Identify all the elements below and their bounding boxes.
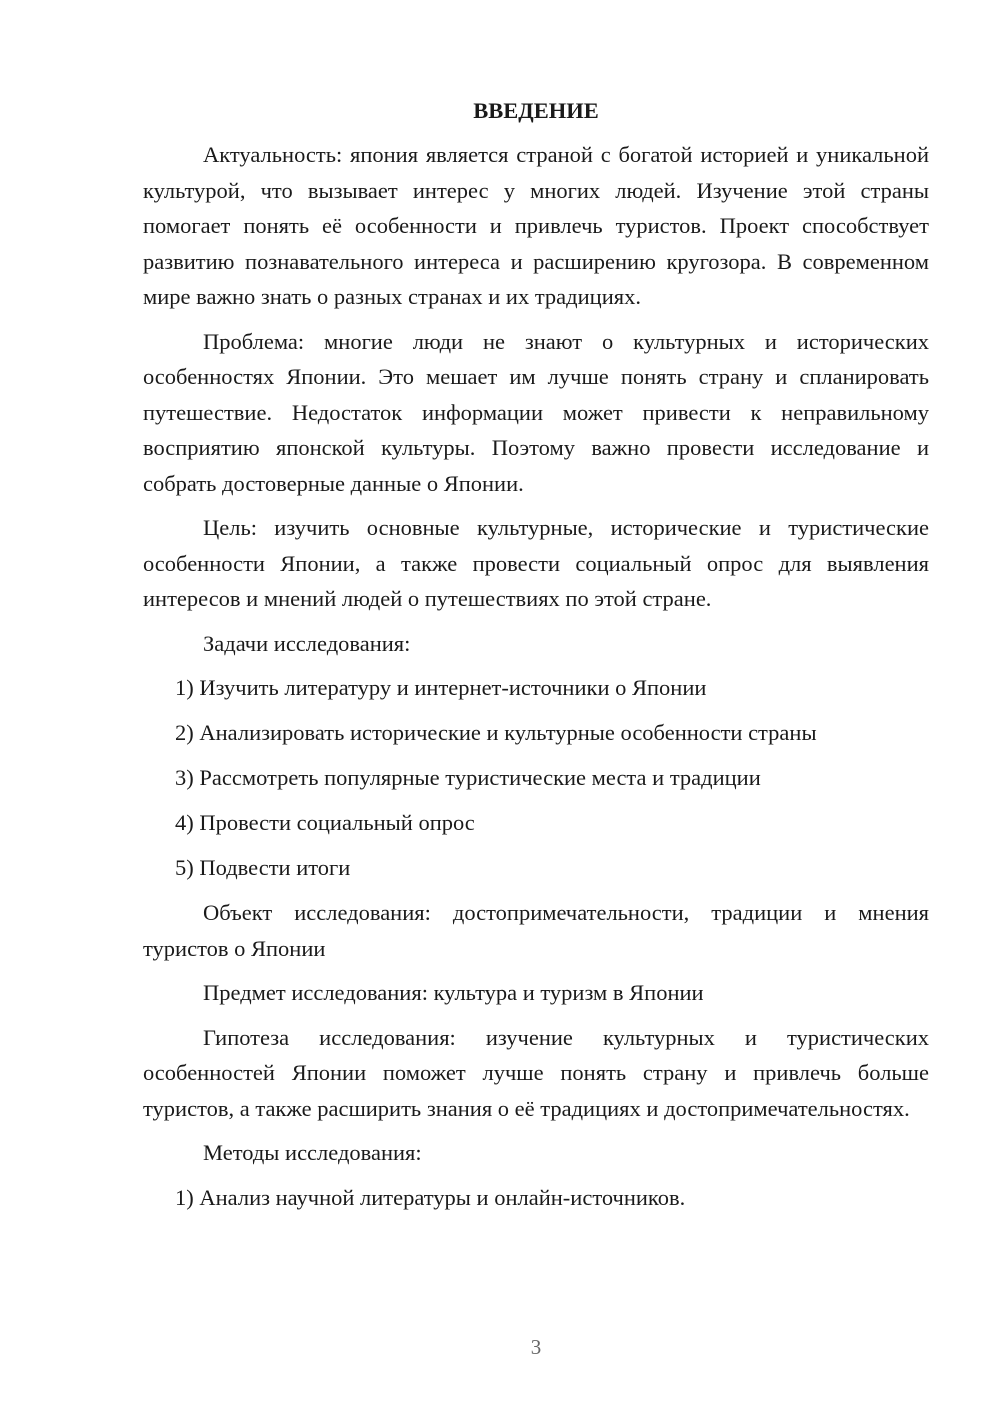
- methods-title: Методы исследования:: [203, 1140, 422, 1165]
- relevance-paragraph: Актуальность: япония является страной с богатой историей и уникальной культурой, что вызывает интерес у многих людей. Изучение этой страны помогает понять её особенности и привлечь туристов. Проект способствует развитию познавательного интереса и расширению кругозора. В современном мире важно знать о разных странах и их традициях.: [143, 142, 929, 309]
- tasks-list: [143, 670, 929, 886]
- page-content: [143, 95, 929, 1225]
- page-number: 3: [530, 1335, 542, 1359]
- list-item: 4) Провести социальный опрос: [175, 810, 475, 835]
- tasks-title: Задачи исследования:: [203, 630, 411, 656]
- hypothesis-paragraph: Гипотеза исследования: изучение культурных и туристических особенностей Японии поможет лучше понять страну и привлечь больше туристов, а также расширить знания о её традициях и достопримечательностях.: [143, 1024, 929, 1121]
- goal-paragraph: Цель: изучить основные культурные, исторические и туристические особенности Японии, а также провести социальный опрос для выявления интересов и мнений людей о путешествиях по этой стране.: [143, 515, 929, 611]
- list-item: 2) Анализировать исторические и культурные особенности страны: [175, 720, 817, 745]
- section-heading: ВВЕДЕНИЕ: [473, 98, 599, 123]
- list-item: 5) Подвести итоги: [175, 855, 351, 880]
- list-item: 3) Рассмотреть популярные туристические места и традиции: [175, 765, 761, 790]
- subject-paragraph: Предмет исследования: культура и туризм в Японии: [203, 980, 704, 1005]
- methods-list: [143, 1180, 929, 1216]
- problem-paragraph: Проблема: многие люди не знают о культурных и исторических особенностях Японии. Это мешает им лучше понять страну и спланировать путешествие. Недостаток информации может привести к неправильному восприятию японской культуры. Поэтому важно провести исследование и собрать достоверные данные о Японии.: [143, 328, 929, 496]
- object-paragraph: Объект исследования: достопримечательности, традиции и мнения туристов о Японии: [143, 900, 929, 961]
- list-item: 1) Анализ научной литературы и онлайн-источников.: [175, 1184, 686, 1210]
- list-item: 1) Изучить литературу и интернет-источники о Японии: [175, 675, 707, 700]
